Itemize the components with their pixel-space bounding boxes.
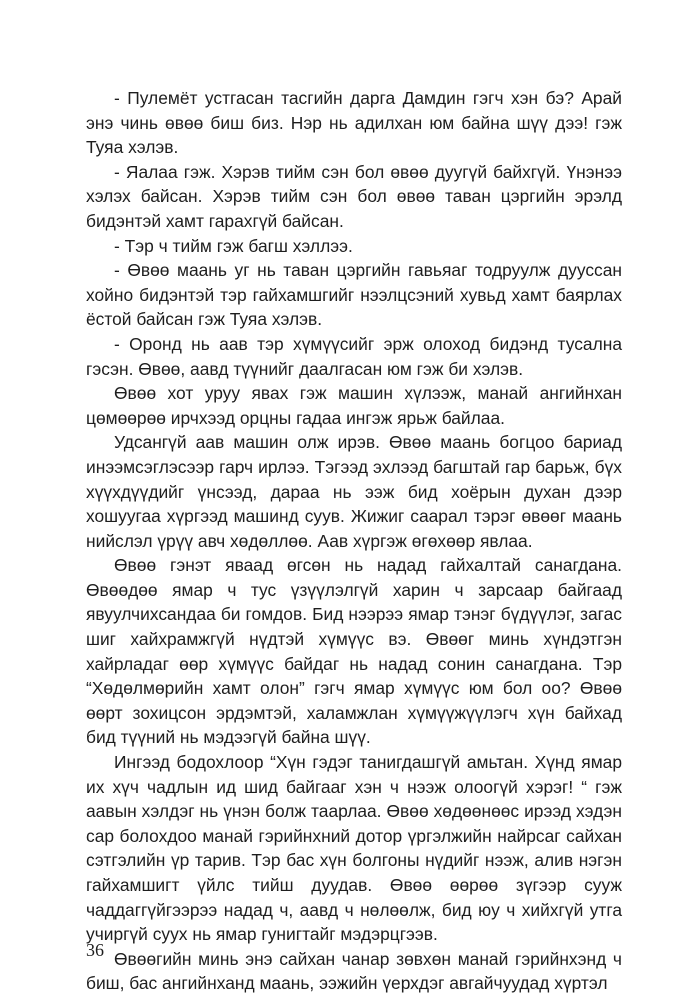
paragraph-8: Өвөө гэнэт яваад өгсөн нь надад гайхалтай санагдана. Өвөөдөө ямар ч тус үзүүлэлгүй харин ч зарсаар байгаад явуулчихсандаа би гомдов. Бид нээрээ ямар тэнэг бүдүүлэг, загас шиг хайхрамжгүй нүдтэй хүмүүс вэ. Өвөөг минь хүндэтгэн хайрладаг өөр хүмүүс байдаг нь надад сонин санагдана. Тэр “Хөдөлмөрийн хамт олон” гэгч ямар хүмүүс юм бол оо? Өвөө өөрт зохицсон эрдэмтэй, халамжлан хүмүүжүүлэгч хүн байхад бид түүний нь мэдээгүй байна шүү. (86, 555, 622, 748)
paragraph-6: Өвөө хот уруу явах гэж машин хүлээж, манай ангийнхан цөмөөрөө ирчхээд орцны гадаа ингэж ярьж байлаа. (86, 383, 622, 428)
paragraph-9: Ингээд бодохлоор “Хүн гэдэг танигдашгүй амьтан. Хүнд ямар их хүч чадлын ид шид байгааг хэн ч нээж олоогүй хэрэг! “ гэж аавын хэлдэг нь үнэн болж таарлаа. Өвөө хөдөөнөөс ирээд хэдэн сар болохдоо манай гэрийнхний дотор үргэлжийн найрсаг сайхан сэтгэлийн үр тарив. Тэр бас хүн болгоны нүдийг нээж, алив нэгэн гайхамшигт үйлс тийш дуудав. Өвөө өөрөө зүгээр сууж чаддаггүйгээрээ надад ч, аавд ч нөлөөлж, бид юу ч хийхгүй утга учиргүй суух нь ямар гунигтайг мэдэрцгээв. (86, 752, 622, 945)
body-text (86, 86, 622, 996)
paragraph-2: - Яалаа гэж. Хэрэв тийм сэн бол өвөө дуугүй байхгүй. Үнэнээ хэлэх байсан. Хэрэв тийм сэн бол өвөө таван цэргийн эрэлд бидэнтэй хамт гарахгүй байсан. (86, 161, 622, 231)
paragraph-1: - Пулемёт устгасан тасгийн дарга Дамдин гэгч хэн бэ? Арай энэ чинь өвөө биш биз. Нэр нь адилхан юм байна шүү дээ! гэж Туяа хэлэв. (86, 88, 622, 158)
paragraph-5: - Оронд нь аав тэр хүмүүсийг эрж олоход бидэнд тусална гэсэн. Өвөө, аавд түүнийг даалгасан юм гэж би хэлэв. (86, 333, 622, 379)
page-number: 36 (86, 940, 104, 960)
paragraph-10: Өвөөгийн минь энэ сайхан чанар зөвхөн манай гэрийнхэнд ч биш, бас ангийнханд маань, ээжийн үерхдэг авгайчуудад хүртэл (86, 948, 622, 994)
paragraph-3: - Тэр ч тийм гэж багш хэллээ. (114, 235, 353, 256)
paragraph-7: Удсангүй аав машин олж ирэв. Өвөө маань богцоо бариад инээмсэглэсээр гарч ирлээ. Тэгээд эхлээд багштай гар барьж, бүх хүүхдүүдийг үнсээд, дараа нь ээж бид хоёрын духан дээр хошуугаа хүргээд машинд суув. Жижиг саарал тэрэг өвөөг маань нийслэл үрүү авч хөдөллөө. Аав хүргэж өгөхөөр явлаа. (86, 432, 622, 551)
paragraph-4: - Өвөө маань уг нь таван цэргийн гавьяаг тодруулж дууссан хойно бидэнтэй тэр гайхамшгийг нээлцсэний хувьд хамт баярлах ёстой байсан гэж Туяа хэлэв. (86, 260, 622, 330)
